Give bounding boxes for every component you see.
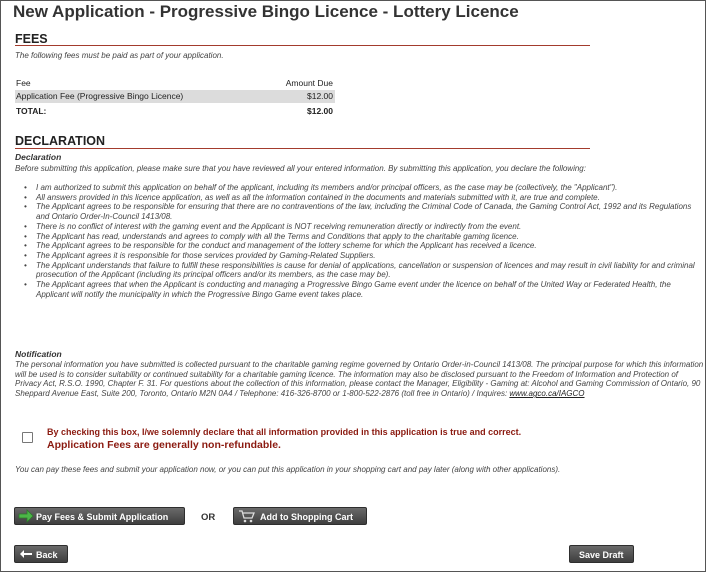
list-item-text: The Applicant agrees to be responsible for ensuring that there are no contraventions of the law, including the Criminal Code of Canada, the Gaming Control Act, 1992 and its Regulations and Ontario Order-In-Council 1413/08. <box>36 202 692 222</box>
list-item-text: The Applicant agrees it is responsible for those services provided by Gaming-Related Suppliers. <box>36 250 376 260</box>
declaration-list <box>24 183 704 299</box>
notification-heading: Notification <box>15 349 62 359</box>
amount-column-header: Amount Due <box>285 78 333 88</box>
list-item <box>24 251 704 261</box>
fees-total-row <box>15 105 335 118</box>
table-row <box>15 90 335 103</box>
notification-body: The personal information you have submitted is collected pursuant to the charitable gaming regime governed by Ontario Order-in-Council 1413/08. The principal purpose for which this information will be used is to consider suitability or continued suitability for a charitable gaming licence. The information may also be disclosed pursuant to the Freedom of Information and Protection of Privacy Act, R.S.O. 1990, Chapter F. 31. For questions about the collection of this information, please contact the Manager, Eligibility - Gaming at: Alcohol and Gaming Commission of Ontario, 90 Sheppard Avenue East, Suite 200, Toronto, Ontario M2N 0A4 / Telephone: 416-326-8700 or 1-800-522-2876 (toll free in Ontario) / Inquires: <box>15 360 704 399</box>
list-item <box>24 222 704 232</box>
fees-divider <box>15 45 590 46</box>
fee-column-header: Fee <box>16 78 31 88</box>
save-draft-label: Save Draft <box>579 550 624 560</box>
notification-text <box>15 360 705 399</box>
declaration-checkbox-label: By checking this box, I/we solemnly declare that all information provided in this application is true and correct. <box>47 427 522 437</box>
save-draft-button[interactable] <box>569 545 634 563</box>
or-separator: OR <box>201 512 216 523</box>
page-title: New Application - Progressive Bingo Licence - Lottery Licence <box>13 2 519 21</box>
bullet-icon: • <box>24 260 27 270</box>
bullet-icon: • <box>24 183 27 192</box>
fee-name: Application Fee (Progressive Bingo Licence) <box>16 91 184 101</box>
total-amount: $12.00 <box>307 106 333 116</box>
back-button[interactable] <box>14 545 68 563</box>
list-item-text: The Applicant understands that failure to fulfill these responsibilities is cause for denial of applications, cancellation or suspension of licences and may result in civil liability for and criminal prosecution of the Applicant (including its principal officers and/or its members, as the case may be). <box>36 260 695 280</box>
list-item <box>24 232 704 242</box>
declaration-divider <box>15 148 590 149</box>
arrow-right-icon <box>18 509 34 529</box>
list-item-text: All answers provided in this licence application, as well as all the information contained in the documents and materials submitted with it, are true and complete. <box>36 192 600 202</box>
declaration-intro: Before submitting this application, please make sure that you have reviewed all your entered information. By submitting this application, you declare the following: <box>15 164 586 173</box>
bullet-icon: • <box>24 250 27 260</box>
list-item-text: The Applicant agrees that when the Applicant is conducting and managing a Progressive Bingo Game event under the licence on behalf of the United Way or Federated Health, the Applicant will notify the municipality in which the Progressive Bingo Game event takes place. <box>36 280 671 299</box>
non-refundable-notice: Application Fees are generally non-refundable. <box>47 439 281 451</box>
agco-link[interactable]: www.agco.ca/IAGCO <box>509 389 585 399</box>
shopping-cart-icon <box>238 509 256 529</box>
list-item <box>24 241 704 251</box>
total-label: TOTAL: <box>16 106 47 116</box>
bullet-icon: • <box>24 221 27 231</box>
list-item <box>24 183 704 193</box>
bullet-icon: • <box>24 241 27 251</box>
list-item-text: I am authorized to submit this application on behalf of the applicant, including its members and/or principal officers, as the case may be (collectively, the "Applicant"). <box>36 183 618 192</box>
fees-note: The following fees must be paid as part of your application. <box>15 51 224 60</box>
list-item <box>24 193 704 203</box>
back-label: Back <box>36 550 58 560</box>
bullet-icon: • <box>24 192 27 202</box>
add-to-cart-button[interactable] <box>233 507 367 525</box>
bullet-icon: • <box>24 280 27 290</box>
list-item-text: The Applicant agrees to be responsible for the conduct and management of the lottery scheme for which the Applicant has received a licence. <box>36 241 537 251</box>
arrow-left-icon <box>19 547 33 567</box>
pay-submit-button[interactable] <box>14 507 185 525</box>
fees-heading: FEES <box>15 32 48 46</box>
bullet-icon: • <box>24 202 27 212</box>
add-to-cart-label: Add to Shopping Cart <box>260 512 353 522</box>
declaration-subheading: Declaration <box>15 152 62 162</box>
bullet-icon: • <box>24 231 27 241</box>
list-item <box>24 202 704 221</box>
list-item-text: There is no conflict of interest with the gaming event and the Applicant is NOT receiving remuneration directly or indirectly from the event. <box>36 221 522 231</box>
pay-note: You can pay these fees and submit your application now, or you can put this application in your shopping cart and pay later (along with other applications). <box>15 465 561 474</box>
declaration-checkbox[interactable] <box>22 432 33 443</box>
list-item <box>24 280 704 299</box>
declaration-heading: DECLARATION <box>15 134 106 148</box>
fees-table-header <box>15 77 335 90</box>
list-item <box>24 261 704 280</box>
pay-submit-label: Pay Fees & Submit Application <box>36 512 169 522</box>
fee-amount: $12.00 <box>307 91 333 101</box>
list-item-text: The Applicant has read, understands and agrees to comply with all the Terms and Conditions that apply to the charitable gaming licence. <box>36 231 519 241</box>
